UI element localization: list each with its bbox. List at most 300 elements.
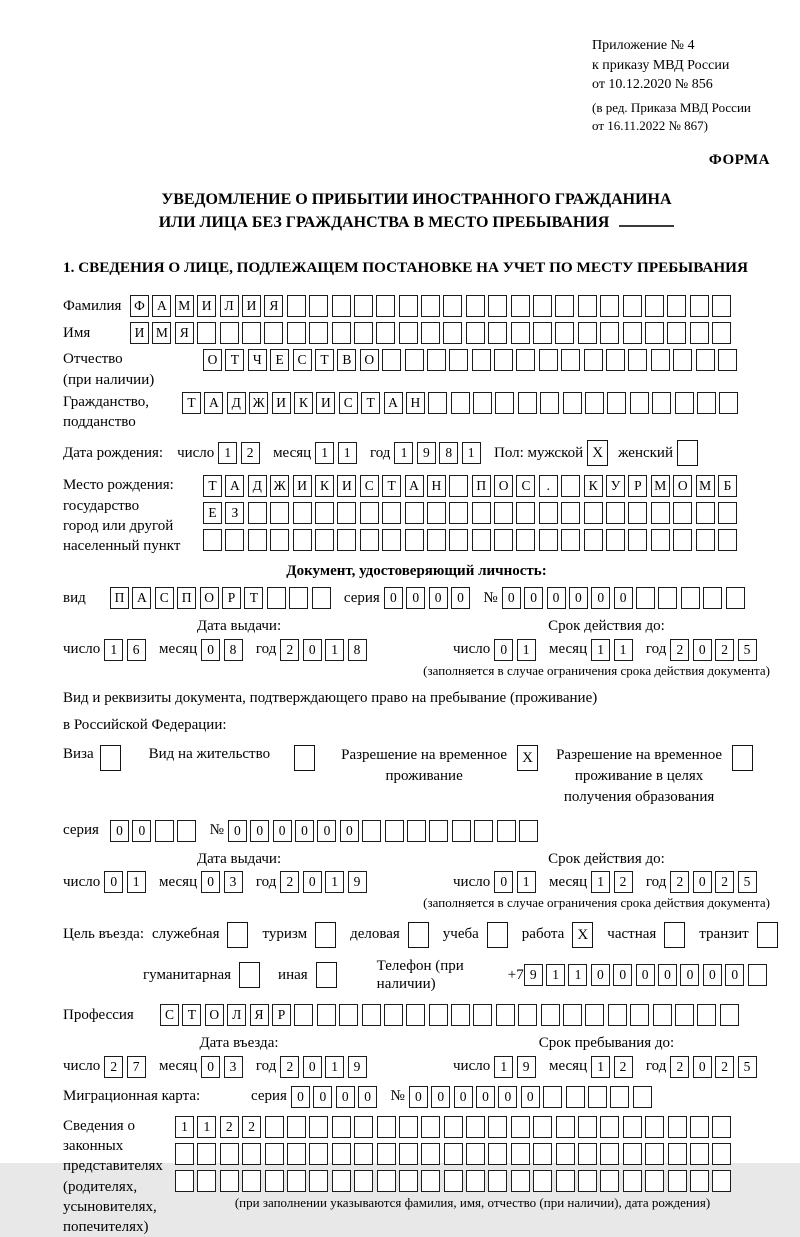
char-cell[interactable]: 0 <box>110 820 129 842</box>
char-cell[interactable] <box>427 349 446 371</box>
char-cell[interactable] <box>155 820 174 842</box>
char-cell[interactable] <box>444 1170 463 1192</box>
char-cell[interactable] <box>668 1143 687 1165</box>
char-cell[interactable] <box>519 820 538 842</box>
char-cell[interactable] <box>578 1170 597 1192</box>
char-cell[interactable] <box>293 502 312 524</box>
char-cell[interactable] <box>384 1004 403 1026</box>
char-cell[interactable]: Р <box>222 587 241 609</box>
char-cell[interactable]: Р <box>272 1004 291 1026</box>
char-cell[interactable]: Т <box>244 587 263 609</box>
char-cell[interactable]: Л <box>220 295 239 317</box>
char-cell[interactable] <box>645 322 664 344</box>
char-cell[interactable] <box>354 1170 373 1192</box>
char-cell[interactable]: С <box>293 349 312 371</box>
char-cell[interactable]: 2 <box>280 1056 299 1078</box>
char-cell[interactable] <box>712 1116 731 1138</box>
char-cell[interactable] <box>377 1116 396 1138</box>
char-cell[interactable] <box>588 1086 607 1108</box>
char-cell[interactable] <box>623 1116 642 1138</box>
char-cell[interactable] <box>718 502 737 524</box>
char-cell[interactable]: 0 <box>658 964 677 986</box>
char-cell[interactable]: 2 <box>715 1056 734 1078</box>
char-cell[interactable]: С <box>339 392 358 414</box>
char-cell[interactable] <box>175 1170 194 1192</box>
char-cell[interactable] <box>451 392 470 414</box>
char-cell[interactable]: Б <box>718 475 737 497</box>
char-cell[interactable] <box>539 349 558 371</box>
char-cell[interactable]: 0 <box>273 820 292 842</box>
char-cell[interactable]: 8 <box>439 442 458 464</box>
char-cell[interactable]: 0 <box>409 1086 428 1108</box>
char-cell[interactable] <box>399 1116 418 1138</box>
char-cell[interactable] <box>377 1170 396 1192</box>
char-cell[interactable] <box>630 1004 649 1026</box>
purpose-business-checkbox[interactable] <box>408 922 429 948</box>
char-cell[interactable] <box>566 1086 585 1108</box>
char-cell[interactable] <box>287 1143 306 1165</box>
char-cell[interactable]: О <box>205 1004 224 1026</box>
char-cell[interactable] <box>651 349 670 371</box>
char-cell[interactable] <box>511 1170 530 1192</box>
char-cell[interactable]: М <box>651 475 670 497</box>
char-cell[interactable]: 0 <box>250 820 269 842</box>
char-cell[interactable]: Т <box>361 392 380 414</box>
char-cell[interactable] <box>339 1004 358 1026</box>
char-cell[interactable] <box>623 322 642 344</box>
char-cell[interactable] <box>399 1143 418 1165</box>
char-cell[interactable] <box>309 1170 328 1192</box>
char-cell[interactable] <box>516 502 535 524</box>
char-cell[interactable]: А <box>405 475 424 497</box>
char-cell[interactable]: 0 <box>521 1086 540 1108</box>
char-cell[interactable]: Я <box>175 322 194 344</box>
char-cell[interactable] <box>719 392 738 414</box>
char-cell[interactable] <box>265 1170 284 1192</box>
char-cell[interactable] <box>712 322 731 344</box>
char-cell[interactable] <box>585 392 604 414</box>
char-cell[interactable] <box>354 322 373 344</box>
char-cell[interactable] <box>668 1116 687 1138</box>
char-cell[interactable]: 9 <box>517 1056 536 1078</box>
char-cell[interactable]: 0 <box>303 1056 322 1078</box>
char-cell[interactable]: 9 <box>524 964 543 986</box>
char-cell[interactable] <box>466 1170 485 1192</box>
char-cell[interactable]: 0 <box>454 1086 473 1108</box>
char-cell[interactable] <box>466 322 485 344</box>
char-cell[interactable]: 0 <box>547 587 566 609</box>
char-cell[interactable]: . <box>539 475 558 497</box>
char-cell[interactable] <box>652 392 671 414</box>
char-cell[interactable] <box>362 820 381 842</box>
char-cell[interactable]: З <box>225 502 244 524</box>
char-cell[interactable] <box>673 349 692 371</box>
char-cell[interactable] <box>488 1116 507 1138</box>
char-cell[interactable] <box>466 295 485 317</box>
char-cell[interactable] <box>472 502 491 524</box>
char-cell[interactable] <box>287 322 306 344</box>
char-cell[interactable]: 0 <box>451 587 470 609</box>
char-cell[interactable]: О <box>673 475 692 497</box>
char-cell[interactable]: С <box>155 587 174 609</box>
char-cell[interactable] <box>248 502 267 524</box>
char-cell[interactable] <box>472 529 491 551</box>
char-cell[interactable] <box>533 1170 552 1192</box>
char-cell[interactable]: Ж <box>249 392 268 414</box>
char-cell[interactable]: Я <box>250 1004 269 1026</box>
char-cell[interactable] <box>561 349 580 371</box>
char-cell[interactable] <box>376 295 395 317</box>
char-cell[interactable] <box>690 1170 709 1192</box>
char-cell[interactable]: 0 <box>494 639 513 661</box>
char-cell[interactable]: 0 <box>680 964 699 986</box>
char-cell[interactable]: Ч <box>248 349 267 371</box>
char-cell[interactable]: 0 <box>591 587 610 609</box>
char-cell[interactable] <box>623 1143 642 1165</box>
char-cell[interactable] <box>584 349 603 371</box>
char-cell[interactable]: 1 <box>517 639 536 661</box>
char-cell[interactable] <box>399 1170 418 1192</box>
char-cell[interactable] <box>556 1170 575 1192</box>
char-cell[interactable] <box>578 322 597 344</box>
char-cell[interactable] <box>516 349 535 371</box>
purpose-humanitarian-checkbox[interactable] <box>239 962 260 988</box>
char-cell[interactable] <box>541 1004 560 1026</box>
char-cell[interactable] <box>697 392 716 414</box>
char-cell[interactable] <box>449 475 468 497</box>
char-cell[interactable]: 0 <box>358 1086 377 1108</box>
purpose-transit-checkbox[interactable] <box>757 922 778 948</box>
char-cell[interactable] <box>405 349 424 371</box>
char-cell[interactable]: 1 <box>494 1056 513 1078</box>
char-cell[interactable] <box>628 502 647 524</box>
char-cell[interactable] <box>452 820 471 842</box>
char-cell[interactable] <box>309 295 328 317</box>
char-cell[interactable] <box>690 295 709 317</box>
char-cell[interactable] <box>748 964 767 986</box>
char-cell[interactable] <box>449 529 468 551</box>
char-cell[interactable]: 0 <box>317 820 336 842</box>
char-cell[interactable] <box>337 502 356 524</box>
char-cell[interactable] <box>511 295 530 317</box>
char-cell[interactable]: 2 <box>614 1056 633 1078</box>
char-cell[interactable] <box>466 1143 485 1165</box>
char-cell[interactable]: 9 <box>348 871 367 893</box>
char-cell[interactable] <box>628 529 647 551</box>
char-cell[interactable] <box>645 1143 664 1165</box>
char-cell[interactable]: Д <box>248 475 267 497</box>
char-cell[interactable] <box>610 1086 629 1108</box>
char-cell[interactable]: 5 <box>738 1056 757 1078</box>
char-cell[interactable] <box>516 529 535 551</box>
char-cell[interactable]: 0 <box>693 639 712 661</box>
char-cell[interactable] <box>494 349 513 371</box>
char-cell[interactable] <box>429 820 448 842</box>
char-cell[interactable]: 0 <box>303 639 322 661</box>
char-cell[interactable]: О <box>200 587 219 609</box>
char-cell[interactable] <box>608 1004 627 1026</box>
char-cell[interactable] <box>584 502 603 524</box>
char-cell[interactable] <box>354 1143 373 1165</box>
char-cell[interactable] <box>645 295 664 317</box>
char-cell[interactable]: 0 <box>228 820 247 842</box>
char-cell[interactable] <box>309 1143 328 1165</box>
char-cell[interactable] <box>511 322 530 344</box>
char-cell[interactable] <box>407 820 426 842</box>
char-cell[interactable]: П <box>177 587 196 609</box>
char-cell[interactable]: 0 <box>336 1086 355 1108</box>
char-cell[interactable] <box>712 1170 731 1192</box>
char-cell[interactable] <box>354 295 373 317</box>
char-cell[interactable] <box>623 1170 642 1192</box>
char-cell[interactable]: 1 <box>175 1116 194 1138</box>
char-cell[interactable] <box>681 587 700 609</box>
char-cell[interactable] <box>712 295 731 317</box>
char-cell[interactable]: 0 <box>613 964 632 986</box>
char-cell[interactable] <box>697 1004 716 1026</box>
char-cell[interactable] <box>696 349 715 371</box>
char-cell[interactable] <box>220 1170 239 1192</box>
char-cell[interactable] <box>718 529 737 551</box>
purpose-other-checkbox[interactable] <box>316 962 337 988</box>
char-cell[interactable] <box>337 529 356 551</box>
char-cell[interactable] <box>421 322 440 344</box>
char-cell[interactable]: К <box>584 475 603 497</box>
char-cell[interactable]: 0 <box>725 964 744 986</box>
char-cell[interactable] <box>556 1143 575 1165</box>
char-cell[interactable]: С <box>360 475 379 497</box>
char-cell[interactable] <box>354 1116 373 1138</box>
char-cell[interactable] <box>289 587 308 609</box>
char-cell[interactable]: В <box>337 349 356 371</box>
char-cell[interactable] <box>449 349 468 371</box>
char-cell[interactable] <box>421 295 440 317</box>
char-cell[interactable]: 0 <box>291 1086 310 1108</box>
char-cell[interactable] <box>287 1116 306 1138</box>
sex-male-checkbox[interactable]: X <box>587 440 608 466</box>
temp-residence-checkbox[interactable]: X <box>517 745 538 771</box>
char-cell[interactable] <box>197 1143 216 1165</box>
char-cell[interactable] <box>451 1004 470 1026</box>
char-cell[interactable]: 0 <box>201 639 220 661</box>
char-cell[interactable] <box>444 1143 463 1165</box>
char-cell[interactable] <box>533 1143 552 1165</box>
char-cell[interactable] <box>315 502 334 524</box>
char-cell[interactable]: С <box>516 475 535 497</box>
char-cell[interactable]: 0 <box>340 820 359 842</box>
char-cell[interactable]: 3 <box>224 871 243 893</box>
char-cell[interactable] <box>518 1004 537 1026</box>
char-cell[interactable] <box>600 322 619 344</box>
char-cell[interactable] <box>287 295 306 317</box>
char-cell[interactable]: 1 <box>325 871 344 893</box>
char-cell[interactable] <box>606 529 625 551</box>
char-cell[interactable] <box>539 502 558 524</box>
char-cell[interactable]: О <box>494 475 513 497</box>
char-cell[interactable] <box>197 1170 216 1192</box>
char-cell[interactable] <box>607 392 626 414</box>
char-cell[interactable] <box>533 322 552 344</box>
char-cell[interactable]: П <box>472 475 491 497</box>
char-cell[interactable]: 1 <box>315 442 334 464</box>
char-cell[interactable] <box>449 502 468 524</box>
purpose-official-checkbox[interactable] <box>227 922 248 948</box>
char-cell[interactable] <box>242 322 261 344</box>
char-cell[interactable]: 0 <box>693 1056 712 1078</box>
char-cell[interactable] <box>488 295 507 317</box>
char-cell[interactable]: 0 <box>569 587 588 609</box>
char-cell[interactable] <box>332 1143 351 1165</box>
char-cell[interactable]: 0 <box>384 587 403 609</box>
char-cell[interactable] <box>543 1086 562 1108</box>
char-cell[interactable] <box>555 322 574 344</box>
char-cell[interactable]: 1 <box>568 964 587 986</box>
char-cell[interactable]: 1 <box>325 1056 344 1078</box>
char-cell[interactable] <box>539 529 558 551</box>
char-cell[interactable] <box>265 1116 284 1138</box>
char-cell[interactable]: 0 <box>201 871 220 893</box>
char-cell[interactable] <box>645 1116 664 1138</box>
char-cell[interactable] <box>668 1170 687 1192</box>
char-cell[interactable] <box>645 1170 664 1192</box>
char-cell[interactable] <box>658 587 677 609</box>
char-cell[interactable] <box>443 295 462 317</box>
char-cell[interactable] <box>561 502 580 524</box>
char-cell[interactable]: 0 <box>132 820 151 842</box>
char-cell[interactable] <box>332 295 351 317</box>
char-cell[interactable] <box>718 349 737 371</box>
char-cell[interactable] <box>270 502 289 524</box>
char-cell[interactable] <box>362 1004 381 1026</box>
char-cell[interactable]: 1 <box>127 871 146 893</box>
char-cell[interactable] <box>405 502 424 524</box>
char-cell[interactable] <box>533 1116 552 1138</box>
char-cell[interactable] <box>360 529 379 551</box>
char-cell[interactable] <box>495 392 514 414</box>
char-cell[interactable] <box>428 392 447 414</box>
char-cell[interactable] <box>561 475 580 497</box>
char-cell[interactable] <box>427 529 446 551</box>
char-cell[interactable]: О <box>360 349 379 371</box>
char-cell[interactable] <box>600 295 619 317</box>
char-cell[interactable] <box>443 322 462 344</box>
char-cell[interactable]: 2 <box>670 871 689 893</box>
char-cell[interactable]: 2 <box>614 871 633 893</box>
char-cell[interactable] <box>690 1143 709 1165</box>
char-cell[interactable] <box>563 392 582 414</box>
char-cell[interactable]: Ж <box>270 475 289 497</box>
char-cell[interactable] <box>242 1170 261 1192</box>
char-cell[interactable]: Я <box>264 295 283 317</box>
char-cell[interactable]: 0 <box>303 871 322 893</box>
char-cell[interactable] <box>406 1004 425 1026</box>
char-cell[interactable]: 9 <box>348 1056 367 1078</box>
purpose-private-checkbox[interactable] <box>664 922 685 948</box>
char-cell[interactable]: 1 <box>462 442 481 464</box>
char-cell[interactable]: М <box>152 322 171 344</box>
char-cell[interactable]: 1 <box>517 871 536 893</box>
char-cell[interactable]: П <box>110 587 129 609</box>
char-cell[interactable] <box>556 1116 575 1138</box>
char-cell[interactable] <box>421 1143 440 1165</box>
char-cell[interactable] <box>376 322 395 344</box>
char-cell[interactable] <box>473 392 492 414</box>
char-cell[interactable] <box>405 529 424 551</box>
char-cell[interactable] <box>332 322 351 344</box>
char-cell[interactable]: 7 <box>127 1056 146 1078</box>
char-cell[interactable] <box>444 1116 463 1138</box>
char-cell[interactable] <box>726 587 745 609</box>
char-cell[interactable] <box>264 322 283 344</box>
char-cell[interactable] <box>332 1116 351 1138</box>
char-cell[interactable] <box>177 820 196 842</box>
char-cell[interactable] <box>494 502 513 524</box>
char-cell[interactable]: М <box>696 475 715 497</box>
char-cell[interactable]: 1 <box>325 639 344 661</box>
char-cell[interactable]: 2 <box>715 639 734 661</box>
char-cell[interactable]: 0 <box>295 820 314 842</box>
char-cell[interactable] <box>385 820 404 842</box>
char-cell[interactable] <box>563 1004 582 1026</box>
char-cell[interactable]: И <box>130 322 149 344</box>
char-cell[interactable] <box>309 322 328 344</box>
char-cell[interactable] <box>312 587 331 609</box>
char-cell[interactable]: А <box>384 392 403 414</box>
char-cell[interactable]: 2 <box>670 1056 689 1078</box>
char-cell[interactable]: 0 <box>104 871 123 893</box>
char-cell[interactable] <box>421 1116 440 1138</box>
char-cell[interactable] <box>696 529 715 551</box>
char-cell[interactable] <box>287 1170 306 1192</box>
char-cell[interactable]: А <box>204 392 223 414</box>
char-cell[interactable] <box>585 1004 604 1026</box>
char-cell[interactable]: 1 <box>394 442 413 464</box>
char-cell[interactable]: 6 <box>127 639 146 661</box>
char-cell[interactable]: 2 <box>280 871 299 893</box>
char-cell[interactable] <box>421 1170 440 1192</box>
char-cell[interactable] <box>197 322 216 344</box>
char-cell[interactable] <box>382 529 401 551</box>
char-cell[interactable] <box>427 502 446 524</box>
char-cell[interactable] <box>667 322 686 344</box>
char-cell[interactable] <box>675 1004 694 1026</box>
char-cell[interactable] <box>623 295 642 317</box>
char-cell[interactable] <box>518 392 537 414</box>
char-cell[interactable]: 0 <box>703 964 722 986</box>
char-cell[interactable] <box>667 295 686 317</box>
char-cell[interactable] <box>712 1143 731 1165</box>
char-cell[interactable] <box>600 1143 619 1165</box>
char-cell[interactable] <box>293 529 312 551</box>
purpose-study-checkbox[interactable] <box>487 922 508 948</box>
char-cell[interactable] <box>220 1143 239 1165</box>
char-cell[interactable]: 0 <box>524 587 543 609</box>
char-cell[interactable] <box>203 529 222 551</box>
char-cell[interactable] <box>473 1004 492 1026</box>
char-cell[interactable]: 2 <box>241 442 260 464</box>
char-cell[interactable] <box>488 1170 507 1192</box>
char-cell[interactable] <box>675 392 694 414</box>
char-cell[interactable]: И <box>293 475 312 497</box>
char-cell[interactable] <box>673 502 692 524</box>
sex-female-checkbox[interactable] <box>677 440 698 466</box>
char-cell[interactable]: Т <box>225 349 244 371</box>
char-cell[interactable]: 1 <box>591 639 610 661</box>
char-cell[interactable]: 1 <box>218 442 237 464</box>
char-cell[interactable]: 2 <box>242 1116 261 1138</box>
char-cell[interactable]: 0 <box>614 587 633 609</box>
char-cell[interactable]: 2 <box>220 1116 239 1138</box>
